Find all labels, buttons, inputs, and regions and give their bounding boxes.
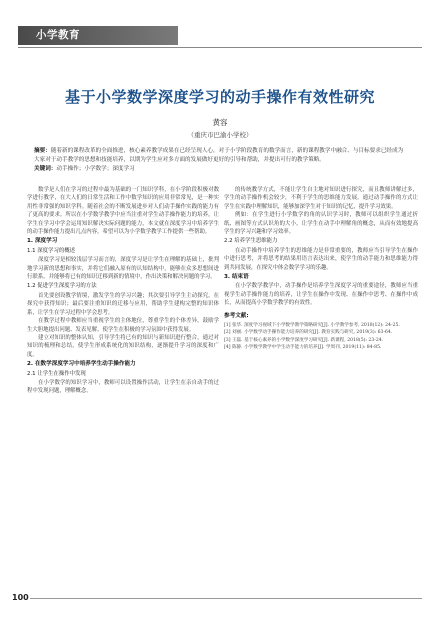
subsection-heading: 1.1 深度学习的概述	[27, 247, 76, 254]
reference-item: [1] 张华. 深度学习视域下小学数学教学策略研究[J]. 小学教学参考, 2018(12): 24-25.	[224, 323, 400, 329]
right-column-body	[224, 186, 418, 308]
abstract	[34, 147, 408, 164]
paragraph: 在动手操作中培养学生的思维能力是非常重要的，教师应当引导学生在操作中进行思考，并将思考的结果用语言表达出来，使学生的动手能力和思维能力得到共同发展，在探究中体会数学学习的乐趣。	[224, 247, 418, 271]
section-heading: 2. 在数学深度学习中培养学生动手操作能力	[27, 361, 136, 368]
abstract-text: 随着新的课程改革的全面推进，核心素养教学成果在已经呈现人心，对于小学阶段教育的数学而言，新的课程教学中融合、与目标要求已经成为大家对于动手教学的思想和技能培养，以期为学生应对多方面的发展做好更好的引导和帮助，并提出可行的教学策略。	[34, 148, 404, 163]
references-list	[224, 322, 418, 351]
keywords-text: 动手操作；小学数学；深度学习	[56, 166, 135, 173]
footer-divider	[30, 598, 422, 599]
keywords	[34, 165, 408, 174]
page-number: 100	[12, 593, 29, 602]
paragraph: 数学是人们在学习的过程中最为基础的一门知识学科，在小学阶段积极对数学进行教学，在大人们的日常生活和工作中数学知识的应用非常常见，是一种实用性非常强的知识学科。随着社会的不断发展进步对人们动手操作实践的能力有了更高的要求。所以在小学数学教学中应当注重对学生动手操作能力的培养，让学生在学习中学会运用知识解决实际问题的能力，本文就在深度学习中培养学生的动手操作能力提出几点内容，希望可以为小学数学教学工作提供一些帮助。	[27, 187, 219, 236]
paragraph: 在小学数学教学中，动手操作是培养学生深度学习的重要途径，教师应当重视学生动手操作能力的培养，让学生在操作中发现、在操作中思考、在操作中成长，从而提高小学数学教学的有效性。	[224, 283, 418, 307]
section-heading: 1. 深度学习	[27, 238, 58, 245]
article-title: 基于小学数学深度学习的动手操作有效性研究	[64, 88, 375, 106]
reference-item: [3] 王磊. 基于核心素养的小学数学深度学习研究[J]. 新课程, 2018(5): 23-24.	[224, 337, 384, 343]
subsection-heading: 1.2 促进学生深度学习的方法	[27, 283, 97, 290]
paragraph: 在小学数学的知识学习中，教师可以设置操作活动，让学生在亲自动手的过程中发现问题，理解概念。	[27, 379, 219, 395]
references-title: 参考文献:	[224, 312, 249, 319]
body-column-right	[224, 186, 418, 351]
author-name: 黄容	[212, 118, 228, 127]
paragraph: 首先要创设教学情境，激发学生的学习兴趣；其次要引导学生主动探究，在探究中获得知识；最后要注重知识的迁移与应用，帮助学生建构完整的知识体系，让学生在学习过程中学会思考。	[27, 292, 219, 316]
subsection-heading: 2.2 培养学生思维能力	[224, 238, 278, 245]
paragraph: 的传统教学方式，不能让学生自主地对知识进行探究，而且教师讲解过多，学生的动手操作机会较少，不利于学生的思维能力发展。通过动手操作的方式让学生在实践中理解知识，能够加深学生对于知识的记忆，提升学习效果。	[224, 187, 418, 210]
abstract-block	[34, 147, 408, 174]
header-divider	[18, 47, 422, 48]
section-heading: 3. 结束语	[224, 274, 249, 281]
paragraph: 深度学习是相较浅层学习而言的，深度学习是让学生在理解的基础上，批判地学习新的思想和事实，并将它们融入原有的认知结构中，能够在众多思想间进行联系，并能够将已有的知识迁移到新的情境中，作出决策和解决问题的学习。	[27, 257, 219, 281]
paragraph: 在教学过程中教师应当重视学生的主体地位，尊重学生的个体差异，鼓励学生大胆地提出问题、发表见解，使学生在积极的学习氛围中获得发展。	[27, 318, 219, 333]
paragraph: 建立对知识的整体认知，引导学生将已有的知识与新知识进行整合，通过对知识的梳理和总结，使学生形成系统化的知识结构，逐渐提升学习的深度和广度。	[27, 334, 219, 358]
paragraph: 例如：在学生进行小学数学的角的认识学习时，教师可以组织学生通过折纸、画图等方式认识角的大小，让学生在动手中理解角的概念，从而有效地提高学生的学习兴趣和学习效率。	[224, 212, 418, 236]
abstract-label: 摘要：	[34, 148, 51, 154]
author-affiliation: （重庆市巴渝小学校）	[187, 131, 253, 139]
subsection-heading: 2.1 让学生在操作中发现	[27, 370, 86, 377]
section-banner: 小学教育	[18, 26, 178, 45]
reference-item: [4] 陈静. 小学数学教学中学生动手能力的培养[J]. 学周刊, 2019(11): 84-85.	[224, 344, 382, 350]
keywords-label: 关键词：	[34, 166, 57, 173]
reference-item: [2] 刘丽. 小学数学动手操作能力培养的研究[J]. 教育实践与研究, 2019(3): 63-64.	[224, 330, 393, 336]
body-column-left	[27, 186, 219, 396]
